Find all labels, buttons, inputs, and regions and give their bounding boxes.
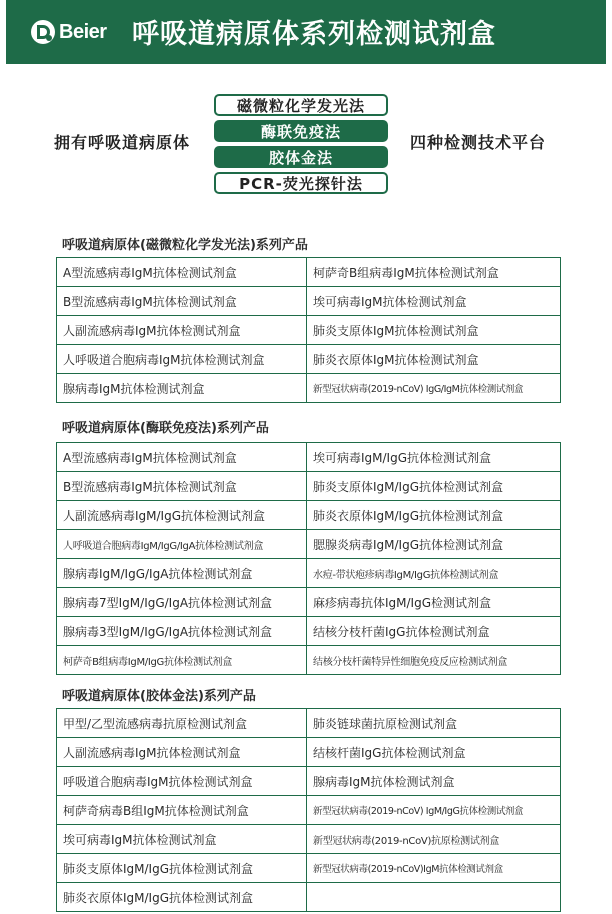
- product-cell: 人呼吸道合胞病毒IgM抗体检测试剂盒: [57, 345, 307, 374]
- product-cell: 人副流感病毒IgM抗体检测试剂盒: [57, 738, 307, 767]
- tech-right-caption: 四种检测技术平台: [410, 133, 547, 152]
- table-row: [57, 287, 561, 316]
- empty-cell: [307, 883, 561, 912]
- product-cell: 肺炎支原体IgM抗体检测试剂盒: [307, 316, 561, 345]
- section-title-elisa: 呼吸道病原体(酶联免疫法)系列产品: [62, 421, 269, 436]
- product-cell: 埃可病毒IgM抗体检测试剂盒: [307, 287, 561, 316]
- table-row: [57, 501, 561, 530]
- product-cell: B型流感病毒IgM抗体检测试剂盒: [57, 287, 307, 316]
- method-pill-elisa: 酶联免疫法: [214, 120, 388, 142]
- page-title: 呼吸道病原体系列检测试剂盒: [132, 19, 496, 50]
- product-cell: 水痘-带状疱疹病毒IgM/IgG抗体检测试剂盒: [307, 559, 561, 588]
- table-row: [57, 854, 561, 883]
- product-cell: 柯萨奇病毒B组IgM抗体检测试剂盒: [57, 796, 307, 825]
- table-row: [57, 738, 561, 767]
- table-row: [57, 472, 561, 501]
- product-cell: B型流感病毒IgM抗体检测试剂盒: [57, 472, 307, 501]
- product-cell: 新型冠状病毒(2019-nCoV)IgM抗体检测试剂盒: [307, 854, 561, 883]
- product-cell: 肺炎衣原体IgM/IgG抗体检测试剂盒: [57, 883, 307, 912]
- product-table-elisa: [56, 442, 561, 675]
- product-table-clia: [56, 257, 561, 403]
- product-cell: 埃可病毒IgM/IgG抗体检测试剂盒: [307, 443, 561, 472]
- product-cell: 腺病毒IgM抗体检测试剂盒: [57, 374, 307, 403]
- table-row: [57, 646, 561, 675]
- product-cell: 埃可病毒IgM抗体检测试剂盒: [57, 825, 307, 854]
- table-row: [57, 530, 561, 559]
- product-cell: 柯萨奇B组病毒IgM抗体检测试剂盒: [307, 258, 561, 287]
- product-table-colloidal-gold: [56, 708, 561, 912]
- table-row: [57, 767, 561, 796]
- tech-left-caption: 拥有呼吸道病原体: [54, 133, 191, 152]
- product-cell: 新型冠状病毒(2019-nCoV) IgG/IgM抗体检测试剂盒: [307, 374, 561, 403]
- product-cell: 肺炎衣原体IgM/IgG抗体检测试剂盒: [307, 501, 561, 530]
- method-pill-clia: 磁微粒化学发光法: [214, 94, 388, 116]
- table-row: [57, 345, 561, 374]
- product-cell: 肺炎链球菌抗原检测试剂盒: [307, 709, 561, 738]
- product-cell: 腺病毒3型IgM/IgG/IgA抗体检测试剂盒: [57, 617, 307, 646]
- product-cell: 腮腺炎病毒IgM/IgG抗体检测试剂盒: [307, 530, 561, 559]
- product-cell: 腺病毒IgM/IgG/IgA抗体检测试剂盒: [57, 559, 307, 588]
- table-row: [57, 617, 561, 646]
- table-row: [57, 709, 561, 738]
- product-cell: 结核分枝杆菌IgG抗体检测试剂盒: [307, 617, 561, 646]
- section-title-colloidal-gold: 呼吸道病原体(胶体金法)系列产品: [62, 689, 256, 704]
- table-row: [57, 588, 561, 617]
- product-cell: 结核分枝杆菌特异性细胞免疫反应检测试剂盒: [307, 646, 561, 675]
- product-cell: 人副流感病毒IgM抗体检测试剂盒: [57, 316, 307, 345]
- product-cell: A型流感病毒IgM抗体检测试剂盒: [57, 258, 307, 287]
- product-cell: 腺病毒7型IgM/IgG/IgA抗体检测试剂盒: [57, 588, 307, 617]
- product-cell: 新型冠状病毒(2019-nCoV) IgM/IgG抗体检测试剂盒: [307, 796, 561, 825]
- beier-logo-icon: [30, 19, 56, 45]
- table-row: [57, 796, 561, 825]
- header-banner: [6, 0, 606, 64]
- brand-logo: [30, 17, 107, 47]
- product-cell: 肺炎衣原体IgM抗体检测试剂盒: [307, 345, 561, 374]
- table-row: [57, 374, 561, 403]
- product-cell: 结核杆菌IgG抗体检测试剂盒: [307, 738, 561, 767]
- table-row: [57, 316, 561, 345]
- product-cell: A型流感病毒IgM抗体检测试剂盒: [57, 443, 307, 472]
- logo-text: Beier: [59, 20, 107, 43]
- product-cell: 麻疹病毒抗体IgM/IgG检测试剂盒: [307, 588, 561, 617]
- table-row: [57, 258, 561, 287]
- method-pill-colloidal-gold: 胶体金法: [214, 146, 388, 168]
- product-cell: 腺病毒IgM抗体检测试剂盒: [307, 767, 561, 796]
- section-title-clia: 呼吸道病原体(磁微粒化学发光法)系列产品: [62, 238, 308, 253]
- product-cell: 甲型/乙型流感病毒抗原检测试剂盒: [57, 709, 307, 738]
- product-cell: 新型冠状病毒(2019-nCoV)抗原检测试剂盒: [307, 825, 561, 854]
- product-cell: 呼吸道合胞病毒IgM抗体检测试剂盒: [57, 767, 307, 796]
- product-cell: 肺炎支原体IgM/IgG抗体检测试剂盒: [307, 472, 561, 501]
- table-row: [57, 825, 561, 854]
- method-pill-pcr: PCR-荧光探针法: [214, 172, 388, 194]
- table-row: [57, 443, 561, 472]
- table-row: [57, 559, 561, 588]
- product-cell: 人副流感病毒IgM/IgG抗体检测试剂盒: [57, 501, 307, 530]
- product-cell: 人呼吸道合胞病毒IgM/IgG/IgA抗体检测试剂盒: [57, 530, 307, 559]
- table-row: [57, 883, 561, 912]
- product-cell: 肺炎支原体IgM/IgG抗体检测试剂盒: [57, 854, 307, 883]
- product-cell: 柯萨奇B组病毒IgM/IgG抗体检测试剂盒: [57, 646, 307, 675]
